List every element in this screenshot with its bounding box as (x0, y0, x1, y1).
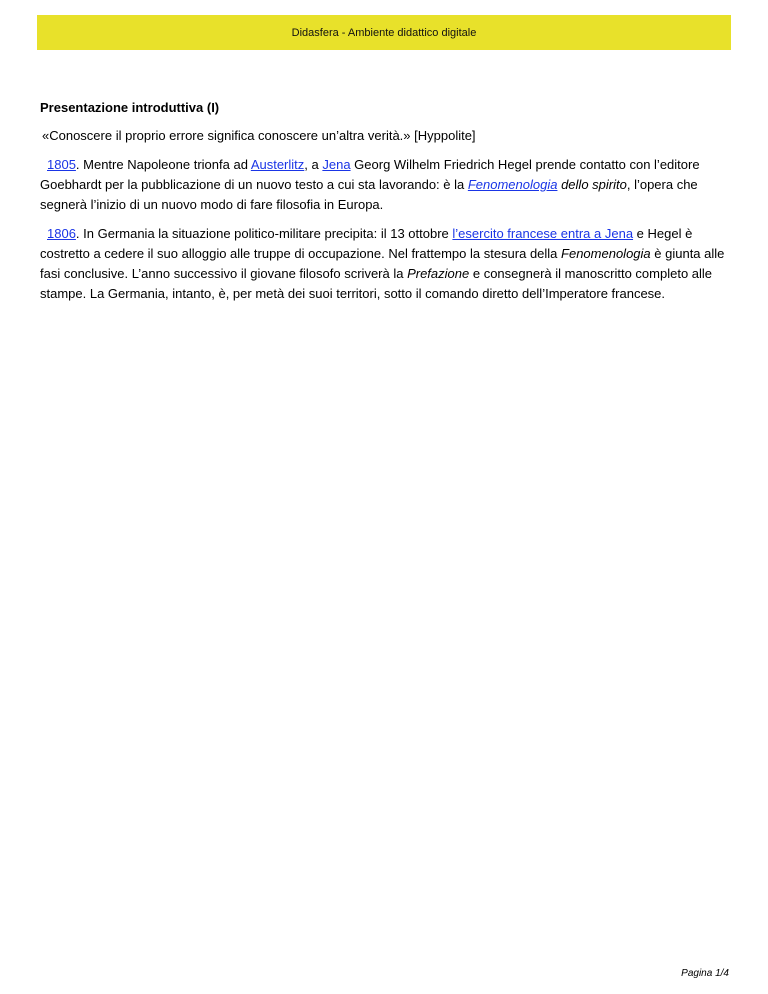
link-1805[interactable]: 1805 (47, 157, 76, 172)
header-bar (37, 15, 731, 50)
link-jena[interactable]: Jena (322, 157, 351, 172)
para2-text-4: e consegnerà il manoscritto completo alle stampe. La Germania, intanto, è, per metà dei suoi territori, sotto il comando diretto dell’Imperatore francese. (40, 266, 713, 301)
link-1806[interactable]: 1806 (47, 226, 76, 241)
link-fenomenologia[interactable] (468, 177, 558, 192)
para1-text-1: . Mentre Napoleone trionfa ad (75, 157, 251, 172)
page-title: Presentazione introduttiva (I) (40, 100, 220, 115)
para2-text-2: e Hegel è costretto a cedere il suo alloggio alle truppe di occupazione. Nel frattempo la stesura della (40, 226, 693, 261)
link-esercito-francese[interactable]: l’esercito francese entra a Jena (452, 226, 634, 241)
paragraph-1805 (40, 155, 730, 215)
para1-text-2: , a (304, 157, 323, 172)
paragraph-1806 (40, 224, 730, 304)
header-title: Didasfera - Ambiente didattico digitale (291, 26, 477, 39)
quote: «Conoscere il proprio errore significa conoscere un’altra verità.» [Hyppolite] (42, 128, 476, 143)
para2-text-3: è giunta alle fasi conclusive. L’anno successivo il giovane filosofo scriverà la (40, 246, 725, 281)
page-number: Pagina 1/4 (681, 968, 729, 979)
content-area (40, 98, 730, 313)
para1-text-5: , l’opera che segnerà l’inizio di un nuovo modo di fare filosofia in Europa. (40, 177, 698, 212)
para2-text-1: . In Germania la situazione politico-militare precipita: il 13 ottobre (75, 226, 453, 241)
para2-italic-1: Fenomenologia (561, 246, 651, 261)
para1-text-3: Georg Wilhelm Friedrich Hegel prende contatto con l’editore Goebhardt per la pubblicazione di un nuovo testo a cui sta lavorando: è la (40, 157, 700, 192)
para1-italic-text: dello spirito (557, 177, 627, 192)
fenomenologia-italic: Fenomenologia (467, 177, 558, 192)
para2-italic-2: Prefazione (407, 266, 470, 281)
link-austerlitz[interactable]: Austerlitz (250, 157, 305, 172)
